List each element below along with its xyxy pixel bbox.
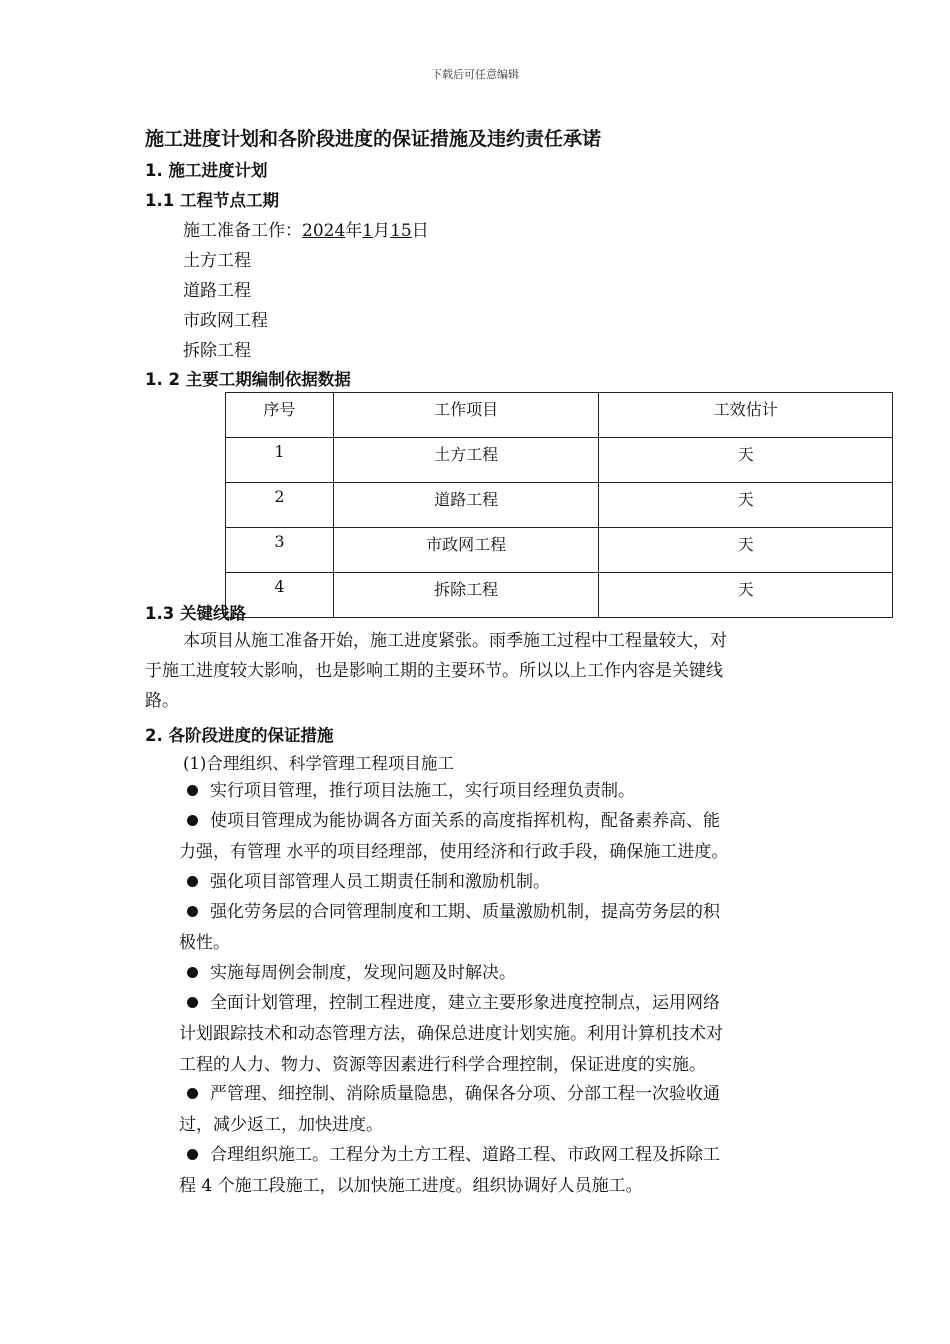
table-header-cell: 工作项目 (333, 393, 599, 438)
table-cell: 4 (226, 573, 334, 618)
bullet-item (179, 806, 809, 868)
table-cell: 道路工程 (333, 483, 599, 528)
section-2-intro: (1)合理组织、科学管理工程项目施工 (183, 754, 454, 773)
prep-month-unit: 月 (373, 221, 391, 241)
table-cell: 市政网工程 (333, 528, 599, 573)
table-row (226, 483, 893, 528)
table-cell: 天 (599, 438, 893, 483)
bullet-dot-icon (187, 906, 198, 917)
bullet-item (179, 988, 809, 1081)
table-header-row (226, 393, 893, 438)
table-row (226, 528, 893, 573)
bullet-text: 过，减少返工，加快进度。 (179, 1115, 383, 1135)
table-cell: 3 (226, 528, 334, 573)
schedule-table (225, 392, 893, 618)
prep-year-unit: 年 (345, 221, 363, 241)
bullet-text: 全面计划管理，控制工程进度，建立主要形象进度控制点，运用网络 (210, 993, 720, 1013)
bullet-text: 使项目管理成为能协调各方面关系的高度指挥机构，配备素养高、能 (210, 811, 720, 831)
prep-date-line (183, 216, 429, 241)
table-cell: 土方工程 (333, 438, 599, 483)
critical-path-paragraph (145, 626, 810, 716)
bullet-dot-icon (187, 1149, 198, 1160)
section-2-heading: 2. 各阶段进度的保证措施 (145, 726, 334, 745)
paragraph-line: 于施工进度较大影响，也是影响工期的主要环节。所以以上工作内容是关键线 (145, 661, 723, 681)
bullet-text: 合理组织施工。工程分为土方工程、道路工程、市政网工程及拆除工 (210, 1145, 720, 1165)
prep-year: 2024 (302, 221, 346, 241)
section-1-3-heading: 1.3 关键线路 (145, 604, 246, 623)
table-row (226, 438, 893, 483)
bullet-text: 工程的人力、物力、资源等因素进行科学合理控制，保证进度的实施。 (179, 1055, 706, 1075)
section-1-2-heading: 1. 2 主要工期编制依据数据 (145, 370, 351, 389)
paragraph-line: 本项目从施工准备开始，施工进度紧张。雨季施工过程中工程量较大，对 (183, 631, 727, 651)
milestone-item: 拆除工程 (183, 341, 251, 361)
paragraph-line: 路。 (145, 691, 179, 711)
milestone-item: 土方工程 (183, 251, 251, 271)
bullet-text: 实施每周例会制度，发现问题及时解决。 (210, 963, 516, 983)
bullet-dot-icon (187, 785, 198, 796)
milestone-item: 市政网工程 (183, 311, 268, 331)
prep-month: 1 (362, 221, 374, 241)
table-row (226, 573, 893, 618)
table-header-cell: 序号 (226, 393, 334, 438)
header-note: 下载后可任意编辑 (431, 68, 519, 81)
bullet-item (179, 1140, 809, 1202)
bullet-dot-icon (187, 967, 198, 978)
bullet-dot-icon (187, 997, 198, 1008)
bullet-dot-icon (187, 815, 198, 826)
bullet-item (179, 958, 809, 989)
table-cell: 1 (226, 438, 334, 483)
bullet-text: 强化项目部管理人员工期责任制和激励机制。 (210, 872, 550, 892)
table-cell: 2 (226, 483, 334, 528)
table-cell: 天 (599, 483, 893, 528)
milestone-item: 道路工程 (183, 281, 251, 301)
bullet-item (179, 1079, 809, 1141)
bullet-text: 极性。 (179, 933, 230, 953)
bullet-item (179, 867, 809, 898)
bullet-text: 实行项目管理，推行项目法施工，实行项目经理负责制。 (210, 781, 635, 801)
bullet-text: 力强，有管理 水平的项目经理部，使用经济和行政手段，确保施工进度。 (179, 842, 729, 862)
bullet-text: 计划跟踪技术和动态管理方法，确保总进度计划实施。利用计算机技术对 (179, 1024, 723, 1044)
document-title: 施工进度计划和各阶段进度的保证措施及违约责任承诺 (145, 128, 602, 150)
table-cell: 天 (599, 528, 893, 573)
section-1-1-heading: 1.1 工程节点工期 (145, 191, 279, 210)
prep-day-unit: 日 (411, 221, 429, 241)
prep-label: 施工准备工作： (183, 221, 302, 241)
section-1-heading: 1. 施工进度计划 (145, 161, 268, 180)
bullet-item (179, 776, 809, 807)
bullet-dot-icon (187, 1088, 198, 1099)
table-cell: 天 (599, 573, 893, 618)
bullet-text: 严管理、细控制、消除质量隐患，确保各分项、分部工程一次验收通 (210, 1084, 720, 1104)
table-cell: 拆除工程 (333, 573, 599, 618)
bullet-item (179, 897, 809, 959)
bullet-text: 强化劳务层的合同管理制度和工期、质量激励机制，提高劳务层的积 (210, 902, 720, 922)
prep-day: 15 (390, 221, 412, 241)
table-header-cell: 工效估计 (599, 393, 893, 438)
bullet-dot-icon (187, 876, 198, 887)
bullet-text: 程 4 个施工段施工，以加快施工进度。组织协调好人员施工。 (179, 1176, 643, 1196)
